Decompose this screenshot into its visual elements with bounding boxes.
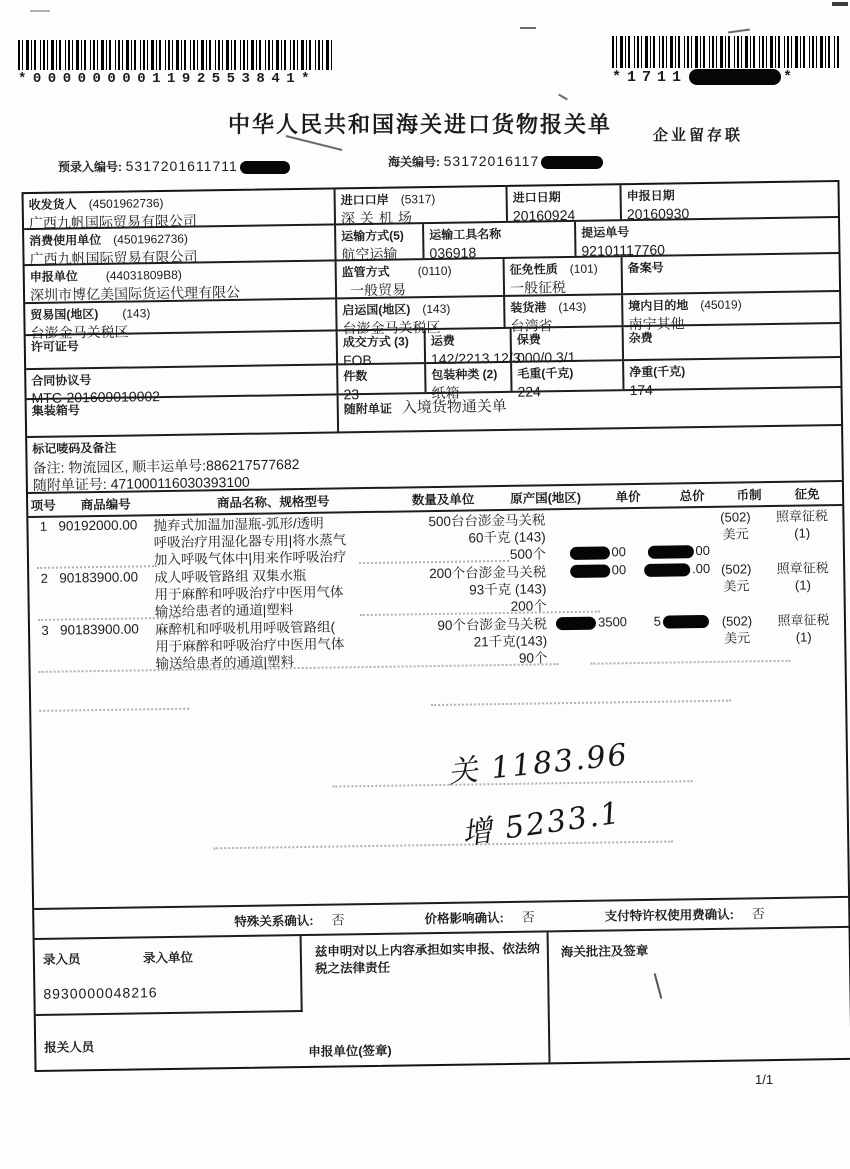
field-value: 深关机场	[340, 209, 418, 227]
levy-mode: 照章征税	[777, 612, 830, 628]
field-value: 一般贸易	[349, 281, 407, 299]
col-header-currency: 币制	[736, 488, 762, 503]
field-value: 20160930	[626, 205, 690, 223]
barcode-right-prefix: *1711	[612, 69, 688, 86]
field-label: 集装箱号	[31, 403, 80, 418]
field-value: 23	[343, 386, 360, 403]
field-value: 台澎金马关税区	[30, 323, 129, 341]
item-qty-line: 90个	[518, 650, 548, 666]
redaction-bar	[647, 545, 693, 559]
handwritten-vat-amount: 增 5233.1	[459, 795, 624, 853]
field-label: 监管方式	[341, 264, 390, 280]
remark-line: 备注: 物流园区, 顺丰运单号:886217577682	[32, 456, 300, 476]
confirm-special-relation	[234, 909, 344, 931]
field-levy-nature	[505, 257, 624, 295]
field-label: 件数	[343, 369, 368, 384]
item-quantity	[426, 562, 547, 616]
scan-artifact	[520, 27, 536, 29]
field-code: (4501962736)	[113, 231, 189, 247]
item-name-line: 输送给患者的通道|塑料	[155, 654, 295, 672]
field-transport-name	[424, 222, 576, 262]
declaration-form	[22, 180, 850, 1072]
currency-code: (502)	[721, 613, 753, 629]
item-levy-mode	[762, 558, 844, 611]
confirm-value: 否	[521, 909, 535, 925]
item-qty-line: 93千克 (143)	[469, 581, 547, 598]
field-label: 征免性质	[509, 262, 558, 277]
page-number: 1/1	[755, 1072, 774, 1087]
item-qty-line: 500个	[509, 546, 547, 562]
redaction-bar	[556, 617, 596, 631]
entry-unit-label: 录入单位	[142, 950, 194, 966]
levy-mode: 照章征税	[775, 508, 829, 524]
total-price-prefix: 5	[653, 613, 662, 629]
scan-artifact	[30, 10, 50, 12]
item-seq: 2	[40, 570, 48, 586]
levy-code: (1)	[795, 629, 812, 645]
item-levy-mode	[761, 506, 843, 559]
field-label: 收发货人	[28, 197, 77, 213]
field-value: 广西九帆国际贸易有限公司	[29, 248, 198, 268]
redaction-bar	[663, 615, 709, 629]
field-net-weight	[624, 358, 840, 399]
currency-name: 美元	[723, 578, 750, 594]
field-label: 成交方式 (3)	[342, 334, 409, 350]
item-currency	[711, 611, 764, 664]
item-unit-price	[546, 561, 627, 614]
field-loading-port	[505, 295, 623, 334]
field-code: (143)	[558, 299, 587, 315]
customs-note-box	[547, 928, 850, 1063]
scan-artifact	[832, 2, 848, 6]
field-label: 消费使用单位	[29, 232, 102, 249]
field-value: 台澎金马关税区	[342, 318, 441, 337]
currency-code: (502)	[720, 561, 752, 577]
copy-type-label: 企业留存联	[653, 127, 744, 144]
field-departure-country	[337, 297, 505, 337]
item-name	[154, 564, 427, 620]
col-header-origin: 原产国(地区)	[510, 490, 582, 506]
field-label: 杂费	[628, 330, 653, 346]
item-total-price	[625, 508, 710, 561]
currency-name: 美元	[722, 526, 749, 542]
field-value: 航空运输	[341, 245, 398, 263]
field-label: 许可证号	[30, 339, 79, 354]
entry-clerk-label: 录入员	[42, 952, 81, 967]
entry-unit-number: 8930000048216	[43, 984, 158, 1002]
item-qty-line: 21千克(143)	[473, 633, 548, 650]
field-package-type	[426, 363, 512, 402]
item-hs-code: 90183900.00	[59, 569, 139, 586]
field-code: (143)	[122, 306, 151, 321]
field-value: 南宁其他	[628, 315, 685, 333]
item-name-line: 用于麻醉和呼吸治疗中医用气体	[154, 584, 344, 603]
redaction-bar	[541, 156, 603, 169]
item-unit-price	[545, 509, 626, 562]
item-name-line: 呼吸治疗用湿化器专用|将水蒸气	[153, 532, 347, 551]
barcode-right-bars	[612, 36, 840, 68]
col-header-total-price: 总价	[679, 489, 705, 504]
field-value: 92101117760	[581, 241, 666, 259]
col-header-seq: 项号	[30, 498, 56, 514]
declaration-statement: 兹申明对以上内容承担如实申报、依法纳税之法律责任	[314, 941, 540, 976]
field-label: 装货港	[510, 300, 547, 315]
field-label: 随附单证	[343, 401, 392, 417]
item-seq: 3	[41, 622, 49, 638]
form-footer	[35, 928, 850, 1070]
customs-note-label: 海关批注及签章	[560, 943, 649, 960]
col-header-levy: 征免	[794, 487, 820, 502]
total-price-visible: .00	[691, 560, 711, 577]
unit-price-visible: 00	[611, 562, 627, 578]
levy-mode: 照章征税	[776, 560, 829, 576]
levy-code: (1)	[794, 577, 811, 593]
field-label: 进口口岸	[340, 192, 389, 208]
item-name	[153, 512, 426, 568]
item-qty-line: 500台台澎金马关税	[428, 512, 546, 530]
field-gross-weight	[512, 361, 624, 400]
customs-number-label: 海关编号:	[388, 155, 440, 169]
item-name-line: 成人呼吸管路组 双集水瓶	[154, 567, 307, 586]
field-label: 包装种类 (2)	[431, 367, 498, 383]
field-label: 申报日期	[626, 188, 675, 204]
field-label: 贸易国(地区)	[30, 306, 99, 322]
redaction-bar	[689, 69, 781, 85]
field-value: FOB	[342, 351, 372, 369]
field-supervision-mode	[337, 259, 506, 297]
field-value: 036918	[429, 244, 477, 262]
item-hs-code: 90183900.00	[59, 621, 139, 638]
item-unit-price	[547, 613, 628, 666]
field-transaction-mode	[338, 330, 426, 369]
barcode-right-text	[612, 69, 840, 86]
field-attached-docs	[339, 388, 841, 431]
field-code: (44031809B8)	[105, 267, 182, 283]
field-declare-date	[621, 182, 837, 223]
field-value: 000/0.3/1	[516, 348, 576, 366]
redaction-bar	[644, 563, 690, 577]
field-label: 运输方式(5)	[341, 228, 404, 244]
field-label: 境内目的地	[628, 298, 689, 314]
barcode-right	[612, 36, 840, 86]
scan-artifact	[558, 94, 568, 101]
field-bill-no	[576, 218, 838, 259]
pre-entry-value: 5317201611711	[125, 158, 238, 174]
redaction-bar	[570, 564, 610, 578]
item-name-line: 加入呼吸气体中|用来作呼吸治疗	[153, 549, 347, 568]
confirm-value: 否	[331, 912, 345, 928]
redaction-bar	[569, 546, 609, 560]
field-transport-mode	[336, 224, 424, 263]
field-value: 入境货物通关单	[401, 397, 507, 417]
field-consumer-unit	[24, 225, 336, 268]
confirm-value: 否	[751, 906, 765, 922]
field-code: (0110)	[417, 263, 452, 279]
col-header-code: 商品编号	[80, 497, 131, 513]
confirm-royalty-payment	[605, 903, 765, 925]
document-title: 中华人民共和国海关进口货物报关单	[227, 112, 612, 137]
barcode-right-star: *	[783, 69, 799, 86]
field-value: 一般征税	[509, 279, 567, 296]
dotted-leader	[431, 700, 731, 706]
field-import-port	[336, 187, 508, 227]
field-label: 进口日期	[512, 190, 561, 205]
customs-number-value: 53172016117	[443, 153, 540, 169]
entry-clerk-box	[35, 936, 303, 1016]
field-insurance	[512, 327, 624, 366]
broker-label: 报关人员	[44, 1040, 95, 1055]
levy-code: (1)	[794, 525, 811, 541]
confirm-price-influence	[424, 907, 534, 929]
confirm-label: 价格影响确认:	[424, 911, 504, 927]
col-header-name: 商品名称、规格型号	[216, 494, 330, 511]
scan-artifact	[728, 28, 750, 33]
field-consignee	[24, 189, 336, 232]
item-name	[155, 616, 428, 672]
redaction-bar	[240, 161, 290, 174]
customs-number	[388, 153, 605, 170]
field-code: (101)	[569, 261, 598, 276]
field-value: 142/2213.12/3	[430, 349, 521, 368]
confirm-label: 特殊关系确认:	[234, 913, 314, 930]
item-total-price	[626, 560, 711, 613]
field-license-no	[26, 331, 338, 368]
col-header-unit-price: 单价	[615, 489, 641, 505]
item-quantity	[425, 510, 546, 564]
field-label: 运输工具名称	[429, 227, 502, 243]
field-packages	[338, 364, 426, 403]
field-code: (4501962736)	[88, 196, 164, 212]
field-value: 174	[629, 381, 653, 399]
field-label: 合同协议号	[31, 373, 92, 388]
item-qty-line: 200个	[510, 598, 547, 614]
field-marks-remarks	[27, 426, 842, 492]
field-code: (143)	[422, 301, 451, 317]
item-name-line: 输送给患者的通道|塑料	[154, 602, 294, 620]
item-quantity	[427, 614, 548, 668]
item-qty-line: 200个台澎金马关税	[429, 564, 547, 582]
remark-line: 随附单证号: 471000116030393100	[32, 473, 250, 493]
item-levy-mode	[763, 610, 845, 663]
field-label: 标记唛码及备注	[32, 440, 117, 456]
items-table-body	[28, 506, 848, 910]
field-label: 保费	[516, 332, 541, 347]
dotted-leader	[213, 841, 673, 850]
field-trade-country	[25, 299, 337, 341]
declare-unit-seal-label: 申报单位(签章)	[308, 1043, 392, 1059]
barcode-left-bars	[18, 40, 333, 70]
barcode-left	[18, 40, 333, 87]
unit-price-visible: 00	[611, 544, 627, 560]
col-header-qty: 数量及单位	[411, 492, 475, 508]
item-qty-line: 60千克 (143)	[468, 529, 546, 546]
item-name-line: 抛弃式加温加湿瓶-弧形/透明	[153, 515, 324, 534]
field-declare-unit	[25, 261, 337, 302]
field-label: 净重(千克)	[629, 364, 686, 380]
field-value: 台湾省	[510, 317, 553, 334]
field-import-date	[507, 185, 621, 224]
field-value: 20160924	[512, 206, 576, 224]
field-label: 毛重(千克)	[517, 365, 574, 381]
field-value: 广西九帆国际贸易有限公司	[28, 212, 198, 232]
field-container-no	[27, 395, 339, 436]
pre-entry-label: 预录入编号:	[58, 160, 122, 174]
field-value: MTC-201609010002	[31, 388, 161, 406]
field-label: 运费	[430, 333, 455, 349]
field-label: 提运单号	[581, 225, 630, 240]
field-value: 纸箱	[431, 384, 460, 402]
field-misc-fee	[624, 324, 840, 359]
field-code: (5317)	[400, 191, 436, 207]
dotted-leader	[39, 708, 189, 712]
unit-price-visible: 3500	[597, 614, 628, 630]
barcode-left-text: *000000001192553841*	[18, 71, 317, 87]
item-total-price	[627, 612, 712, 665]
field-value: 224	[517, 383, 542, 400]
item-currency	[710, 559, 763, 612]
field-label: 备案号	[627, 260, 664, 276]
item-hs-code: 90192000.00	[58, 517, 138, 534]
item-qty-line: 90个台澎金马关税	[437, 616, 548, 633]
currency-code: (502)	[720, 509, 751, 525]
pre-entry-number	[58, 158, 292, 175]
field-label: 启运国(地区)	[342, 302, 411, 318]
field-label: 申报单位	[29, 269, 78, 285]
field-freight	[426, 329, 521, 368]
confirm-label: 支付特许权使用费确认:	[604, 907, 734, 924]
item-name-line: 用于麻醉和呼吸治疗中医用气体	[155, 636, 345, 655]
item-name-line: 麻醉机和呼吸机用呼吸管路组(	[154, 619, 336, 638]
total-price-visible: 00	[695, 542, 711, 559]
item-currency	[709, 507, 762, 560]
handwritten-duty-amount: 关 1183.96	[446, 737, 631, 791]
field-record-no	[623, 254, 840, 293]
field-value: 深圳市博亿美国际货运代理有限公	[29, 283, 241, 303]
field-contract-no	[26, 365, 338, 406]
item-seq: 1	[39, 518, 48, 534]
field-code: (45019)	[700, 297, 742, 313]
currency-name: 美元	[724, 630, 751, 646]
field-destination	[623, 292, 839, 333]
